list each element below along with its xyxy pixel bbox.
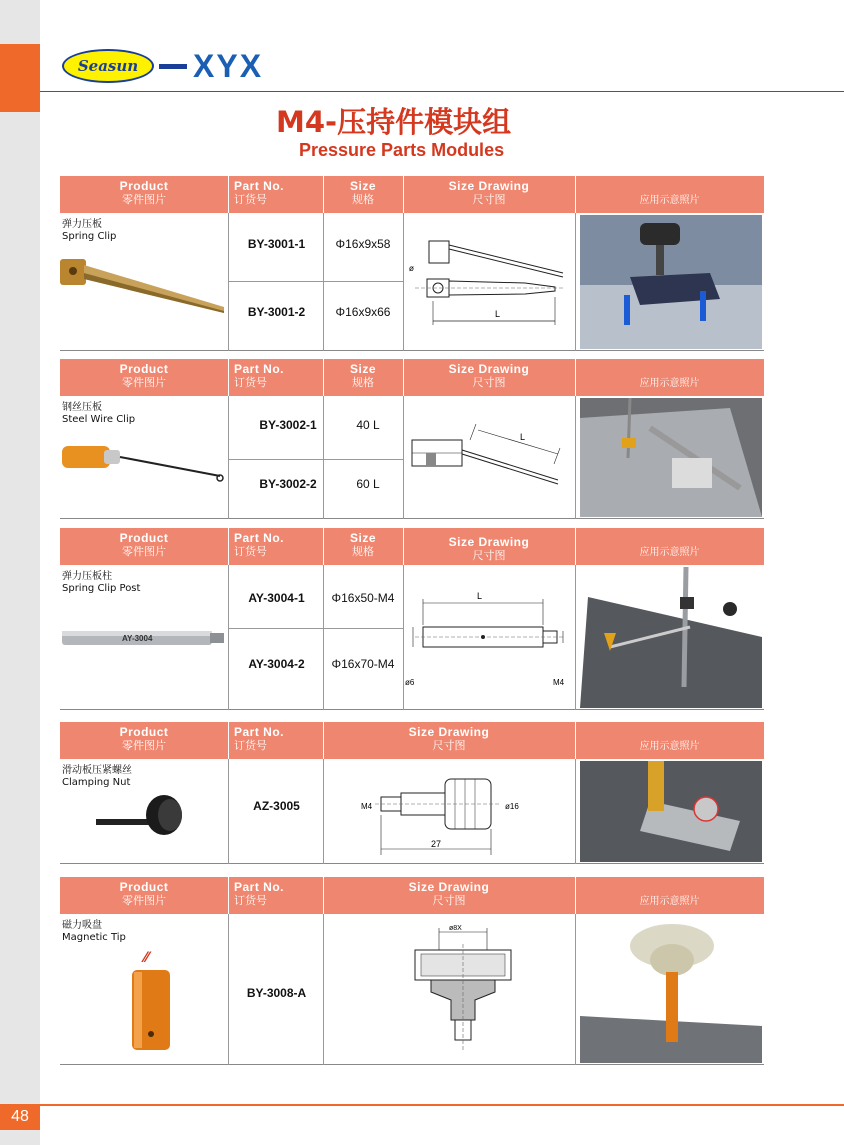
product-name: 滑动板压紧螺丝 Clamping Nut xyxy=(62,765,132,788)
application-photo-art xyxy=(580,567,762,708)
brand-dash xyxy=(159,64,187,69)
magnetic-tip-image xyxy=(120,948,180,1058)
application-photo-art xyxy=(580,761,762,862)
drawing-dim-label: L xyxy=(495,309,501,319)
brand-suffix: XYX xyxy=(193,48,264,84)
magnetic-tip-drawing xyxy=(395,920,535,1060)
spring-clip-drawing xyxy=(405,231,575,341)
section-body xyxy=(60,213,764,351)
table-header xyxy=(60,359,764,396)
section-steel-wire-clip xyxy=(60,359,764,519)
page-number: 48 xyxy=(0,1104,40,1130)
part-number: BY-3001-2 xyxy=(247,305,306,319)
section-body xyxy=(60,396,764,519)
header-product: Product 零件图片 xyxy=(119,179,169,206)
section-body xyxy=(60,759,764,864)
part-number: BY-3002-2 xyxy=(259,477,317,491)
sidebar-tab xyxy=(0,44,40,112)
table-header xyxy=(60,722,764,759)
application-photo-art xyxy=(580,398,762,517)
page-title-cn: M4-压持件模块组 xyxy=(276,105,512,139)
part-number: AY-3004-2 xyxy=(248,657,305,671)
header-drawing: Size Drawing 尺寸图 xyxy=(448,362,530,389)
part-number: AZ-3005 xyxy=(253,799,300,813)
size-value: Φ16x70-M4 xyxy=(331,657,395,671)
part-number: BY-3008-A xyxy=(246,986,307,1000)
left-sidebar xyxy=(0,0,40,1145)
header-part: Part No. 订货号 xyxy=(234,880,285,907)
brand-logo xyxy=(62,49,154,83)
size-value: Φ16x50-M4 xyxy=(331,591,395,605)
section-magnetic-tip xyxy=(60,877,764,1065)
page-title-en: Pressure Parts Modules xyxy=(299,140,505,160)
header-drawing: Size Drawing 尺寸图 xyxy=(408,880,490,907)
drawing-dia-label: ø8X xyxy=(449,925,462,932)
header-photo: 应用示意照片 xyxy=(639,896,700,907)
svg-text:⁄⁄: ⁄⁄ xyxy=(144,950,149,966)
brand-logo-text: Seasun xyxy=(77,57,139,75)
drawing-dim-label: L xyxy=(520,432,526,442)
steel-wire-clip-drawing xyxy=(408,410,573,510)
header-drawing: Size Drawing 尺寸图 xyxy=(448,535,530,562)
application-photo-art xyxy=(580,916,762,1063)
drawing-thread-label: M4 xyxy=(361,802,373,811)
header-drawing: Size Drawing 尺寸图 xyxy=(448,179,530,206)
header-product: Product 零件图片 xyxy=(119,531,169,558)
size-value: 40 L xyxy=(356,418,380,432)
section-body xyxy=(60,914,764,1065)
bottom-rule xyxy=(40,1104,844,1106)
product-name: 钢丝压板 Steel Wire Clip xyxy=(62,402,136,425)
header-drawing: Size Drawing 尺寸图 xyxy=(408,725,490,752)
part-number: BY-3001-1 xyxy=(247,237,306,251)
section-clamping-nut xyxy=(60,722,764,864)
header-size: Size 规格 xyxy=(349,179,376,206)
header-size: Size 规格 xyxy=(349,362,376,389)
part-number: BY-3002-1 xyxy=(259,418,317,432)
product-name: 弹力压板柱 Spring Clip Post xyxy=(62,571,141,594)
header-photo: 应用示意照片 xyxy=(639,378,700,389)
section-spring-clip-post xyxy=(60,528,764,710)
drawing-dia-label: ø16 xyxy=(505,802,519,811)
header-photo: 应用示意照片 xyxy=(639,547,700,558)
application-photo xyxy=(580,567,762,708)
header-part: Part No. 订货号 xyxy=(234,179,285,206)
product-name: 弹力压板 Spring Clip xyxy=(62,219,117,242)
drawing-dia-label: ø6 xyxy=(405,678,415,687)
product-name: 磁力吸盘 Magnetic Tip xyxy=(62,920,126,943)
clamping-nut-image xyxy=(90,789,190,849)
application-photo-art xyxy=(580,215,762,349)
size-value: 60 L xyxy=(356,477,380,491)
header-part: Part No. 订货号 xyxy=(234,362,285,389)
table-header xyxy=(60,528,764,565)
header-product: Product 零件图片 xyxy=(119,880,169,907)
header-product: Product 零件图片 xyxy=(119,362,169,389)
application-photo xyxy=(580,215,762,349)
table-header xyxy=(60,176,764,213)
application-photo xyxy=(580,398,762,517)
drawing-thread-label: M4 xyxy=(553,678,565,687)
drawing-length-label: 27 xyxy=(431,839,442,849)
section-body xyxy=(60,565,764,710)
table-header xyxy=(60,877,764,914)
section-spring-clip xyxy=(60,176,764,351)
application-photo xyxy=(580,761,762,862)
drawing-dim-label: L xyxy=(477,591,483,601)
header-part: Part No. 订货号 xyxy=(234,531,285,558)
header-rule xyxy=(40,91,844,92)
size-value: Φ16x9x66 xyxy=(335,305,391,319)
clamping-nut-drawing xyxy=(345,763,545,863)
spring-clip-post-drawing xyxy=(405,585,573,695)
spring-clip-image xyxy=(60,253,230,323)
application-photo xyxy=(580,916,762,1063)
header-photo: 应用示意照片 xyxy=(639,195,700,206)
part-number: AY-3004-1 xyxy=(248,591,305,605)
size-value: Φ16x9x58 xyxy=(335,237,391,251)
header-photo: 应用示意照片 xyxy=(639,741,700,752)
header-size: Size 规格 xyxy=(349,531,376,558)
drawing-dia-label: ø xyxy=(409,264,414,273)
header-part: Part No. 订货号 xyxy=(234,725,285,752)
spring-clip-post-image xyxy=(60,621,228,661)
header-product: Product 零件图片 xyxy=(119,725,169,752)
svg-text:AY-3004: AY-3004 xyxy=(122,634,153,643)
steel-wire-clip-image xyxy=(60,440,228,490)
